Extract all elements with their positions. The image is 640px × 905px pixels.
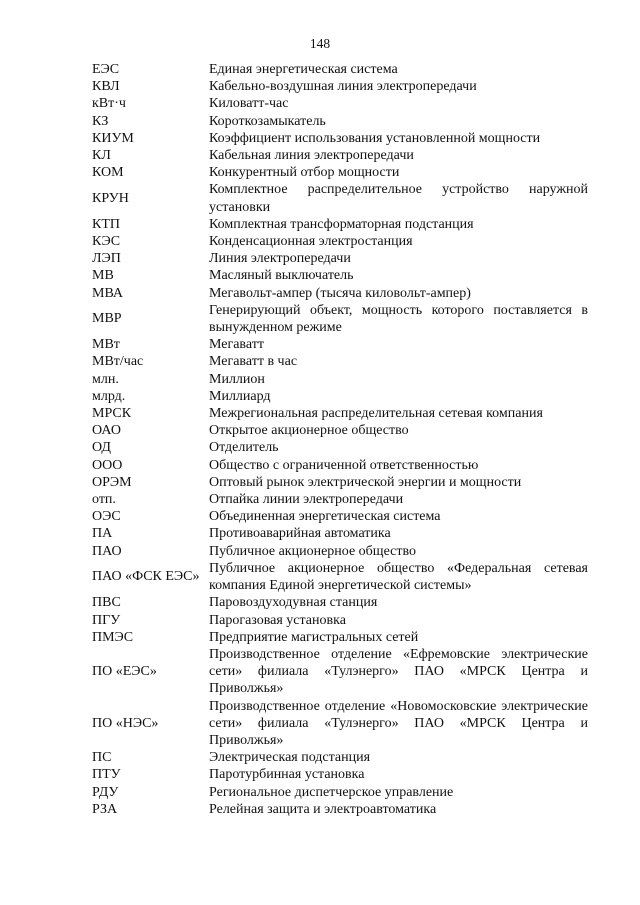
list-item	[92, 285, 588, 302]
abbreviation: ООО	[92, 457, 123, 473]
list-item	[92, 543, 588, 560]
abbreviation: млрд.	[92, 388, 126, 404]
abbreviation: ПО «ЕЭС»	[92, 664, 157, 680]
list-item	[92, 422, 588, 439]
list-item	[92, 388, 588, 405]
list-item	[92, 336, 588, 353]
list-item	[92, 612, 588, 629]
definition: Конденсационная электростанция	[209, 234, 413, 250]
definition: Общество с ограниченной ответственностью	[209, 457, 479, 473]
abbreviation: ПМЭС	[92, 629, 134, 645]
list-item	[92, 784, 588, 801]
definition: Электрическая подстанция	[209, 750, 371, 766]
list-item	[92, 405, 588, 422]
list-item	[92, 371, 588, 388]
list-item	[92, 216, 588, 233]
list-item	[92, 147, 588, 164]
list-item	[92, 560, 588, 594]
abbreviation: РДУ	[92, 784, 119, 800]
list-item	[92, 113, 588, 130]
abbreviation: ПО «НЭС»	[92, 715, 159, 731]
abbreviation: КОМ	[92, 165, 124, 181]
definition: Паровоздуходувная станция	[209, 595, 378, 611]
list-item	[92, 439, 588, 456]
list-item	[92, 130, 588, 147]
abbreviation: КРУН	[92, 191, 129, 207]
abbreviation: кВт·ч	[92, 96, 126, 112]
list-item	[92, 353, 588, 370]
list-item	[92, 629, 588, 646]
abbreviation: МВР	[92, 311, 122, 327]
abbreviation: ОЭС	[92, 509, 121, 525]
definition: Публичное акционерное общество	[209, 543, 416, 559]
list-item	[92, 267, 588, 284]
definition: Комплектная трансформаторная подстанция	[209, 216, 474, 232]
list-item	[92, 78, 588, 95]
list-item	[92, 302, 588, 336]
abbreviation: млн.	[92, 371, 119, 387]
abbreviation: КВЛ	[92, 79, 120, 95]
abbreviation: ОАО	[92, 423, 121, 439]
definition: Мегаватт	[209, 337, 264, 353]
abbreviation: ОД	[92, 440, 111, 456]
definition: Релейная защита и электроавтоматика	[209, 801, 437, 817]
abbreviation: ПГУ	[92, 612, 121, 628]
abbreviation: ПАО «ФСК ЕЭС»	[92, 569, 200, 585]
abbreviation: ОРЭМ	[92, 474, 132, 490]
abbreviation: МВт/час	[92, 354, 144, 370]
definition: Противоаварийная автоматика	[209, 526, 391, 542]
page-number: 148	[309, 36, 331, 51]
list-item	[92, 749, 588, 766]
definition: Паротурбинная установка	[209, 767, 365, 783]
abbreviation: ПТУ	[92, 767, 121, 783]
abbreviation: ПА	[92, 526, 113, 542]
abbreviation: РЗА	[92, 801, 118, 817]
list-item	[92, 233, 588, 250]
definition: Кабельная линия электропередачи	[209, 148, 414, 164]
abbreviation: МРСК	[92, 406, 132, 422]
definition: Мегаватт в час	[209, 354, 298, 370]
abbreviation: ПС	[92, 750, 112, 766]
list-item	[92, 164, 588, 181]
list-item	[92, 766, 588, 783]
definition: Мегавольт-ампер (тысяча киловольт-ампер)	[209, 285, 471, 301]
abbreviation: МВ	[92, 268, 114, 284]
definition: Линия электропередачи	[209, 251, 351, 267]
definition: Публичное акционерное общество «Федеральная сетевая компания Единой энергетической системы»	[209, 560, 588, 594]
abbreviation: КЛ	[92, 148, 111, 164]
abbreviation: МВА	[92, 285, 124, 301]
abbreviation: КЗ	[92, 113, 109, 129]
abbreviation: МВт	[92, 337, 120, 353]
definition: Объединенная энергетическая система	[209, 509, 441, 525]
definition: Миллион	[209, 371, 265, 387]
definition: Парогазовая установка	[209, 612, 346, 628]
definition: Кабельно-воздушная линия электропередачи	[209, 79, 477, 95]
abbreviation: КТП	[92, 216, 120, 232]
list-item	[92, 491, 588, 508]
list-item	[92, 508, 588, 525]
list-item	[92, 801, 588, 818]
definition: Предприятие магистральных сетей	[209, 629, 419, 645]
definition: Короткозамыкатель	[209, 113, 326, 129]
abbreviation: ЛЭП	[92, 251, 121, 267]
definition: Открытое акционерное общество	[209, 423, 409, 439]
abbreviation: КИУМ	[92, 130, 134, 146]
definition: Отпайка линии электропередачи	[209, 492, 404, 508]
definition: Производственное отделение «Новомосковские электрические сети» филиала «Тулэнерго» ПАО «МРСК Центра и Приволжья»	[209, 698, 588, 748]
definition: Единая энергетическая система	[209, 62, 398, 77]
definition: Оптовый рынок электрической энергии и мощности	[209, 474, 522, 490]
abbreviation: ПАО	[92, 543, 122, 559]
abbreviation: ПВС	[92, 595, 121, 611]
definition: Межрегиональная распределительная сетевая компания	[209, 406, 543, 422]
definition: Киловатт-час	[209, 96, 289, 112]
abbreviation: КЭС	[92, 234, 121, 250]
list-item	[92, 646, 588, 698]
list-item	[92, 594, 588, 611]
list-item	[92, 181, 588, 215]
definition: Комплектное распределительное устройство наружной установки	[209, 182, 588, 215]
abbreviation-list	[92, 61, 588, 818]
definition: Отделитель	[209, 440, 279, 456]
list-item	[92, 698, 588, 750]
list-item	[92, 61, 588, 78]
definition: Миллиард	[209, 388, 271, 404]
list-item	[92, 525, 588, 542]
definition: Производственное отделение «Ефремовские электрические сети» филиала «Тулэнерго» ПАО «МРСК Центра и Приволжья»	[209, 646, 588, 697]
list-item	[92, 250, 588, 267]
list-item	[92, 95, 588, 112]
definition: Коэффициент использования установленной мощности	[209, 130, 541, 146]
definition: Региональное диспетчерское управление	[209, 784, 454, 800]
abbreviation: отп.	[92, 492, 116, 508]
list-item	[92, 474, 588, 491]
definition: Конкурентный отбор мощности	[209, 165, 400, 181]
abbreviation: ЕЭС	[92, 62, 120, 77]
definition: Масляный выключатель	[209, 268, 354, 284]
definition: Генерирующий объект, мощность которого поставляется в вынужденном режиме	[209, 302, 588, 336]
list-item	[92, 457, 588, 474]
